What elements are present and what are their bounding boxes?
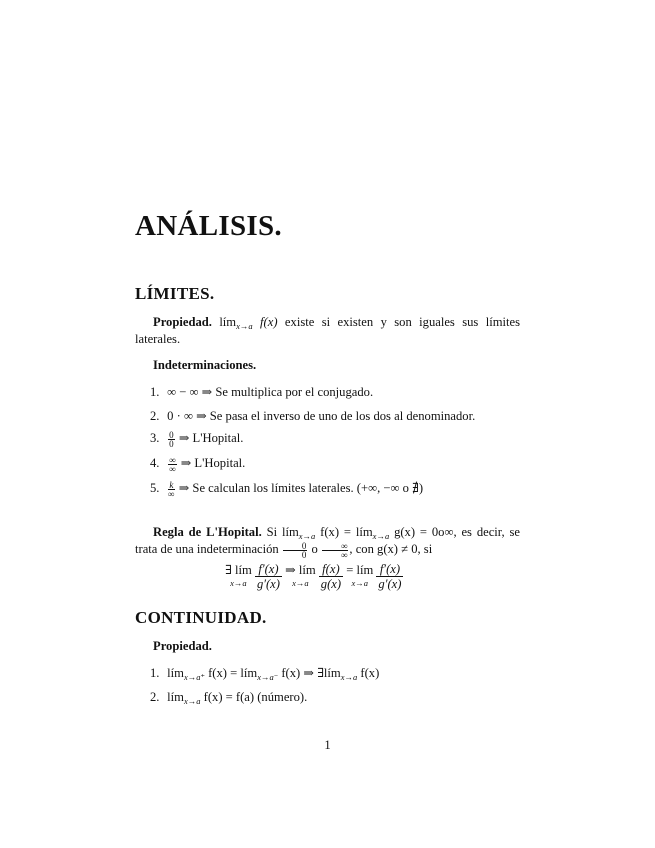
fraction: $\frac{0}{0}$ [169,429,174,449]
lim-subscript: x→a [236,321,253,331]
fraction: $\frac{\infty}{\infty}$ [169,454,176,474]
section-heading-limites: LÍMITES. [135,284,215,303]
lhopital-label: Regla de L'Hopital. [153,525,262,539]
lim-operator: lím [219,315,237,329]
propiedad-text: existe si existen y son iguales sus límites laterales. [135,315,520,346]
fraction: $\frac{\infty}{\infty}$ [322,542,348,559]
limites-propiedad-paragraph [135,314,520,347]
list-item: 3. $\frac{0}{0}$ ⇒ L'Hopital. [150,429,244,449]
indeterminaciones-heading: Indeterminaciones. [153,358,257,372]
list-item: 1. ∞ − ∞ ⇒ Se multiplica por el conjugado. [150,385,374,399]
list-item: 2. 0 · ∞ ⇒ Se pasa el inverso de uno de los dos al denominador. [150,409,476,423]
list-item: 1. lím$_{x\to a^+}$ f(x) = lím$_{x\to a^-}$ f(x) ⇒ ∃lím$_{x\to a}$ f(x) [150,666,380,682]
list-item: 4. $\frac{\infty}{\infty}$ ⇒ L'Hopital. [150,454,246,474]
list-item: 2. lím$_{x\to a}$ f(x) = f(a) (número). [150,690,308,706]
continuidad-propiedad-label: Propiedad. [153,639,212,653]
page-number: 1 [324,738,331,752]
lhopital-paragraph: Regla de L'Hopital. Si lím$_{x\to a}$ f(x) = lím$_{x\to a}$ g(x) = 0o∞, es decir, se trata de una indeterminación $\frac{0}{0}$ o $\frac{\infty}{\infty}$ , con g(x) ≠ 0, si [135,525,520,560]
function-expr: f(x) [260,315,278,329]
fraction: $\frac{k}{\infty}$ [168,479,175,499]
page-title: ANÁLISIS. [135,210,282,242]
section-heading-continuidad: CONTINUIDAD. [135,608,267,627]
propiedad-label: Propiedad. [153,315,212,329]
lhopital-formula: ∃ lím x→a $\frac{f'(x)}{g'(x)}$ ⇒ lím x→a $\frac{f(x)}{g(x)}$ = lím x→a $\frac{f'(x)}{g'(x)}$ [225,562,402,591]
fraction: $\frac{0}{0}$ [283,542,308,559]
list-item: 5. $\frac{k}{\infty}$ ⇒ Se calculan los límites laterales. (+∞, −∞ o ∄) [150,479,424,499]
